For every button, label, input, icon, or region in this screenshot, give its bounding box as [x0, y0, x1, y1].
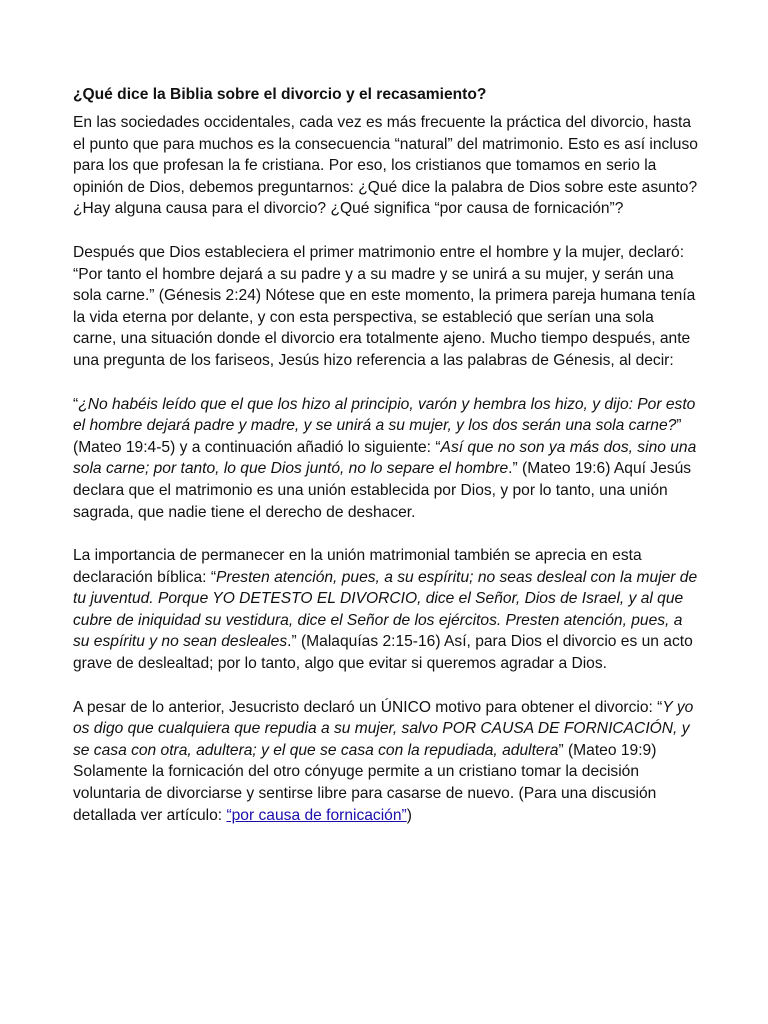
malachi-intro: La importancia de permanecer en la unión matrimonial también se aprecia en esta declaración bíblica: “ — [73, 547, 642, 586]
quote-matthew-19-4-5: ¿No habéis leído que el que los hizo al principio, varón y hembra los hizo, y dijo: Por esto el hombre dejará padre y madre, y se unirá a su mujer, y los dos serán una sola carne? — [73, 395, 696, 435]
paragraph-matthew-19-9 — [73, 697, 701, 827]
quote-matthew-19-9: Y yo os digo que cualquiera que repudia a su mujer, salvo POR CAUSA DE FORNICACIÓN, y se casa con otra, adultera; y el que se casa con la repudiada, adultera — [73, 698, 694, 759]
reference-matthew-19-9: ” (Mateo 19:9) Solamente la fornicación del otro cónyuge permite a un cristiano tomar la decisión voluntaria de divorciarse y sentirse libre para casarse de nuevo. (Para una discusión detallada ver artículo: — [73, 741, 657, 824]
paragraph-intro: En las sociedades occidentales, cada vez es más frecuente la práctica del divorcio, hasta el punto que para muchos es la consecuencia “natural” del matrimonio. Esto es así incluso para los que profesan la fe cristiana. Por eso, los cristianos que tomamos en serio la opinión de Dios, debemos preguntarnos: ¿Qué dice la palabra de Dios sobre este asunto? ¿Hay alguna causa para el divorcio? ¿Qué significa “por causa de fornicación”? — [73, 114, 698, 218]
paragraph-matthew-19 — [73, 394, 701, 524]
reference-malachi: .” (Malaquías 2:15-16) Así, para Dios el divorcio es un acto grave de deslealtad; por lo tanto, algo que evitar si queremos agradar a Dios. — [73, 633, 693, 673]
article-link-fornicacion[interactable]: “por causa de fornicación” — [226, 806, 407, 824]
quote-malachi: Presten atención, pues, a su espíritu; no seas desleal con la mujer de tu juventud. Porque YO DETESTO EL DIVORCIO, dice el Señor, Dios de Israel, y al que cubre de iniquidad su vestidura, dice el Señor de los ejércitos. Presten atención, pues, a su espíritu y no sean desleales — [73, 568, 698, 651]
closing-parenthesis: ) — [406, 806, 412, 824]
open-quote-mark: “ — [73, 395, 79, 413]
document-title: ¿Qué dice la Biblia sobre el divorcio y el recasamiento? — [73, 86, 487, 103]
document-page — [73, 84, 701, 848]
paragraph-genesis: Después que Dios estableciera el primer matrimonio entre el hombre y la mujer, declaró: “Por tanto el hombre dejará a su padre y a su madre y se unirá a su mujer, y serán una sola carne.” (Génesis 2:24) Nótese que en este momento, la primera pareja humana tenía la vida eterna por delante, y con esta perspectiva, se estableció que serían una sola carne, una situación donde el divorcio era totalmente ajeno. Mucho tiempo después, ante una pregunta de los fariseos, Jesús hizo referencia a las palabras de Génesis, al decir: — [73, 243, 696, 369]
reference-matthew-19-6: .” (Mateo 19:6) Aquí Jesús declara que el matrimonio es una unión establecida por Dios, y por lo tanto, una unión sagrada, que nadie tiene el derecho de deshacer. — [73, 460, 692, 521]
paragraph-malachi — [73, 545, 701, 675]
reference-matthew-19-4-5: ” (Mateo 19:4-5) y a continuación añadió lo siguiente: “ — [73, 417, 682, 456]
quote-matthew-19-6: Así que no son ya más dos, sino una sola carne; por tanto, lo que Dios juntó, no lo separe el hombre — [73, 438, 697, 478]
matthew-19-9-intro: A pesar de lo anterior, Jesucristo declaró un ÚNICO motivo para obtener el divorcio: “ — [73, 698, 663, 716]
